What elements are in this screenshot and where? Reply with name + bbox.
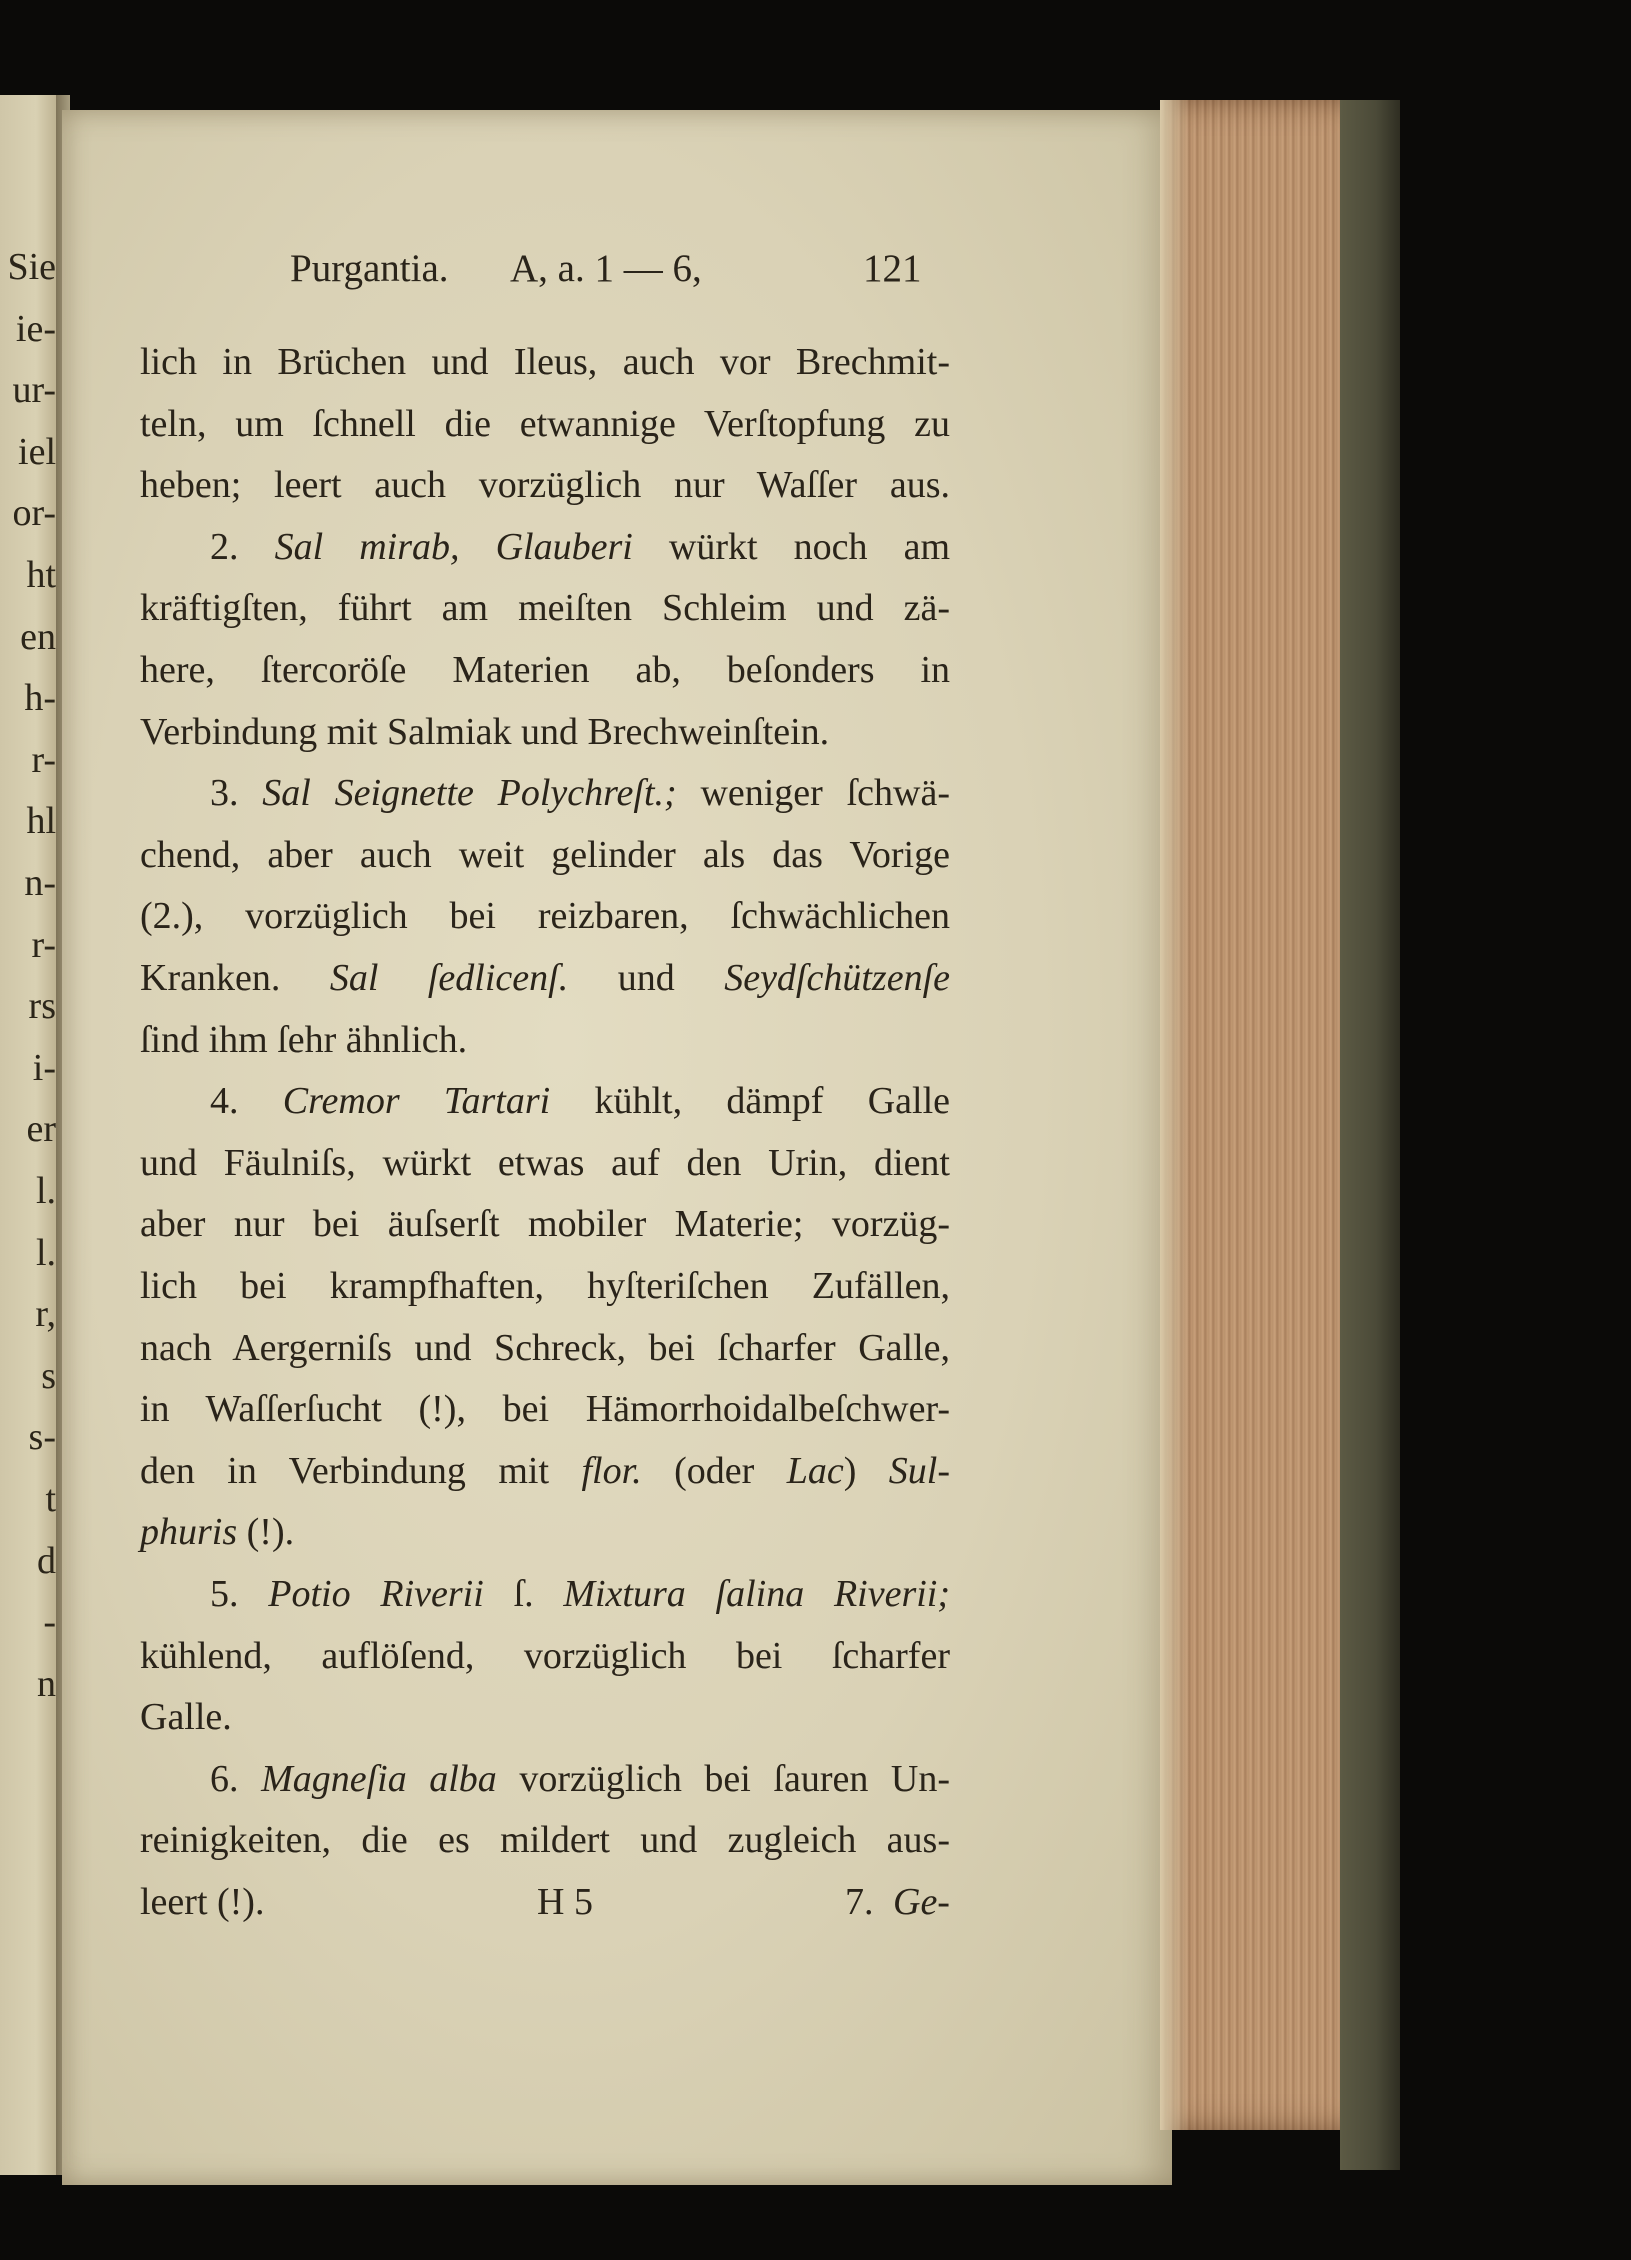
facing-page-text: ie-: [15, 307, 56, 350]
facing-page-text: l.: [35, 1170, 56, 1212]
text-segment: (!).: [237, 1511, 295, 1554]
text-line: [140, 1695, 950, 1745]
text-line: [140, 648, 950, 698]
facing-page-text: d: [37, 1539, 56, 1582]
text-segment: nach Aergerniſs und Schreck, bei ſcharfer Galle,: [140, 1326, 950, 1369]
italic-segment: Mixtura ſalina Riverii;: [563, 1573, 951, 1615]
text-line: [210, 1079, 950, 1129]
text-line: [140, 586, 950, 636]
text-segment: Kranken.: [140, 957, 330, 999]
facing-page-text: h-: [24, 677, 56, 720]
text-line: [140, 340, 950, 390]
facing-page-text: or-: [12, 492, 56, 535]
catchword-number: 7.: [845, 1881, 874, 1923]
text-line: [140, 710, 950, 760]
italic-segment: Sal Seignette Polychreſt.;: [262, 772, 677, 815]
text-line: [140, 1818, 950, 1868]
text-segment: ſ.: [483, 1573, 564, 1615]
text-segment: ): [843, 1449, 889, 1492]
text-line: [210, 525, 950, 575]
text-segment: Galle.: [140, 1696, 232, 1739]
text-segment: here, ſtercoröſe Materien ab, beſonders in: [140, 649, 950, 691]
italic-segment: Lac: [786, 1449, 844, 1492]
text-segment: teln, um ſchnell die etwannige Verſtopfung zu: [140, 402, 950, 445]
text-segment: chend, aber auch weit gelinder als das Vorige: [140, 833, 950, 876]
facing-page-text: r-: [31, 738, 56, 781]
italic-segment: phuris: [140, 1511, 238, 1554]
text-line: [140, 956, 950, 1006]
text-line: [140, 402, 950, 452]
text-line: [140, 833, 950, 883]
facing-page-text: s-: [28, 1416, 56, 1459]
italic-segment: Sul-: [888, 1449, 951, 1492]
text-segment: in Waſſerſucht (!), bei Hämorrhoidalbeſchwer-: [140, 1388, 950, 1431]
facing-page-text: i-: [32, 1046, 56, 1089]
text-segment: kräftigſten, führt am meiſten Schleim und zä-: [140, 587, 950, 630]
facing-page-text: r,: [35, 1293, 56, 1336]
text-segment: 4.: [210, 1080, 283, 1123]
text-segment: 6.: [210, 1757, 262, 1800]
facing-page-text: n: [37, 1662, 56, 1705]
text-line: [140, 1018, 950, 1068]
signature-mark: H 5: [537, 1881, 593, 1923]
facing-page-text: ur-: [12, 369, 56, 412]
facing-page-text: iel: [18, 430, 56, 473]
text-segment: und Fäulniſs, würkt etwas auf den Urin, dient: [140, 1141, 950, 1184]
text-segment: (oder: [641, 1449, 787, 1492]
text-segment: kühlend, auflöſend, vorzüglich bei ſcharfer: [140, 1634, 950, 1677]
text-segment: 5.: [210, 1573, 269, 1615]
facing-page-text: hl: [26, 800, 56, 843]
facing-page-fragment: [0, 95, 60, 2175]
running-title: Purgantia.: [290, 247, 449, 290]
text-line: [210, 1572, 950, 1622]
text-line: [140, 1141, 950, 1191]
text-segment: leert (!).: [140, 1881, 265, 1923]
text-line: [140, 1202, 950, 1252]
text-segment: aber nur bei äuſserſt mobiler Materie; vorzüg-: [140, 1203, 950, 1246]
italic-segment: Sal mirab, Glauberi: [274, 525, 633, 568]
running-header: [158, 246, 940, 296]
text-segment: den in Verbindung mit: [140, 1449, 582, 1492]
text-segment: vorzüglich bei ſauren Un-: [496, 1757, 950, 1800]
text-segment: reinigkeiten, die es mildert und zugleich aus-: [140, 1819, 950, 1862]
section-marker: A, a. 1 — 6,: [510, 247, 702, 290]
italic-segment: flor.: [581, 1449, 642, 1492]
facing-page-text: t: [45, 1478, 56, 1520]
text-line: [140, 463, 950, 513]
text-line: [140, 1387, 950, 1437]
text-line: [140, 1634, 950, 1684]
text-line: [140, 1264, 950, 1314]
text-segment: und: [568, 957, 725, 999]
facing-page-text: l.: [35, 1231, 56, 1274]
text-segment: heben; leert auch vorzüglich nur Waſſer aus.: [140, 464, 950, 507]
text-segment: weniger ſchwä-: [676, 772, 950, 815]
text-segment: lich bei krampfhaften, hyſteriſchen Zufällen,: [140, 1265, 950, 1307]
text-segment: 3.: [210, 772, 263, 815]
catchword: Ge-: [893, 1881, 950, 1923]
facing-page-text: s: [41, 1354, 56, 1397]
text-segment: lich in Brüchen und Ileus, auch vor Brechmit-: [140, 341, 950, 383]
italic-segment: Potio Riverii: [268, 1573, 484, 1615]
text-segment: würkt noch am: [632, 525, 951, 568]
text-segment: ſind ihm ſehr ähnlich.: [140, 1018, 468, 1061]
facing-page-text: er: [26, 1108, 56, 1151]
text-segment: (2.), vorzüglich bei reizbaren, ſchwächlichen: [140, 895, 950, 938]
facing-page-text: Sie: [7, 246, 56, 288]
text-line: [140, 1326, 950, 1376]
text-line: [140, 1510, 950, 1560]
facing-page-text: en: [20, 615, 56, 658]
page-number: 121: [863, 247, 922, 290]
text-line: [210, 1757, 950, 1807]
italic-segment: Magneſia alba: [261, 1757, 497, 1800]
facing-page-text: ht: [26, 554, 56, 596]
italic-segment: Seydſchützenſe: [724, 957, 950, 999]
page-edges: [1160, 100, 1360, 2130]
facing-page-text: r-: [31, 923, 56, 966]
text-line: [140, 894, 950, 944]
italic-segment: Cremor Tartari: [282, 1080, 551, 1123]
italic-segment: Sal ſedlicenſ.: [329, 957, 569, 999]
book-cover-edge: [1340, 100, 1400, 2170]
facing-page-text: n-: [24, 862, 56, 904]
text-segment: kühlt, dämpf Galle: [550, 1080, 951, 1123]
text-line: [210, 771, 950, 821]
text-segment: Verbindung mit Salmiak und Brechweinſtein.: [140, 710, 830, 753]
facing-page-text: rs: [28, 985, 56, 1028]
facing-page-text: -: [43, 1601, 56, 1644]
text-segment: 2.: [210, 525, 275, 568]
text-line: [140, 1449, 950, 1499]
